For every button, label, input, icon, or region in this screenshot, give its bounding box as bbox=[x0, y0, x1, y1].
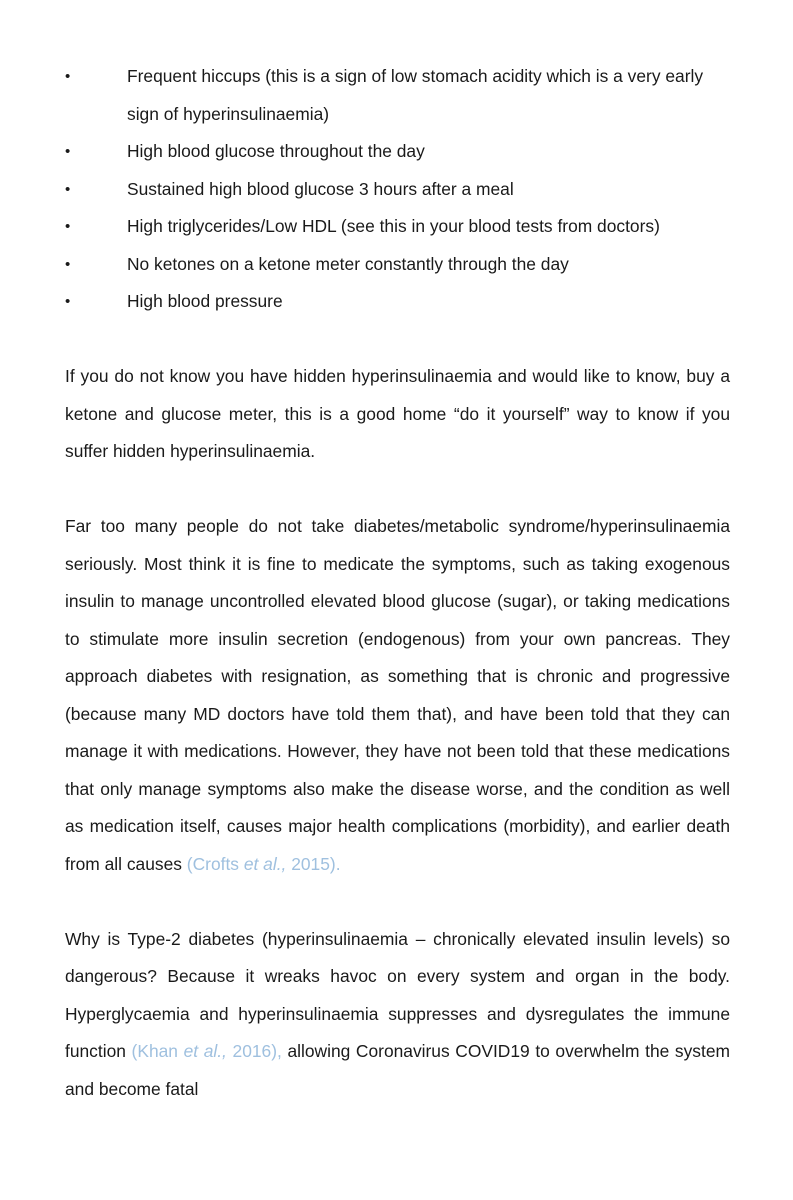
bullet-icon: • bbox=[65, 293, 71, 310]
paragraph-medication bbox=[65, 508, 730, 883]
list-item bbox=[65, 208, 730, 246]
bullet-icon: • bbox=[65, 255, 71, 273]
paragraph-text: Why is Type-2 diabetes (hyperinsulinaemia – chronically elevated insulin levels) so dangerous? Because it wreaks havoc on every system and organ in the body. Hyperglycaemia and hyperinsulinaemia suppresses and dysregulates the immune function bbox=[65, 928, 730, 1061]
bullet-icon: • bbox=[65, 68, 71, 85]
paragraph-type2-danger bbox=[65, 921, 730, 1109]
list-item bbox=[65, 171, 730, 209]
paragraph-meter-advice: If you do not know you have hidden hyperinsulinaemia and would like to know, buy a ketone and glucose meter, this is a good home “do it yourself” way to know if you suffer hidden hyperinsulinaemia. bbox=[65, 366, 730, 461]
document-page bbox=[65, 58, 730, 1108]
bullet-icon: • bbox=[65, 180, 71, 198]
list-item bbox=[65, 58, 730, 133]
list-item-text: High blood pressure bbox=[127, 291, 283, 311]
paragraph-text: allowing Coronavirus COVID19 to overwhelm the system and become fatal bbox=[65, 1041, 730, 1099]
symptom-list bbox=[65, 58, 730, 321]
list-item-text: High triglycerides/Low HDL (see this in your blood tests from doctors) bbox=[127, 216, 660, 236]
list-item bbox=[65, 283, 730, 321]
citation-etal: et al., bbox=[243, 853, 287, 874]
list-item bbox=[65, 246, 730, 284]
list-item-text: High blood glucose throughout the day bbox=[127, 141, 425, 161]
list-item-text: Sustained high blood glucose 3 hours after a meal bbox=[127, 178, 514, 199]
bullet-icon: • bbox=[65, 143, 71, 160]
citation-author: (Khan bbox=[131, 1041, 178, 1061]
paragraph-text: Far too many people do not take diabetes/metabolic syndrome/hyperinsulinaemia seriously. Most think it is fine to medicate the symptoms, such as taking exogenous insulin to manage uncontrolled elevated blood glucose (sugar), or taking medications to stimulate more insulin secretion (endogenous) from your own pancreas. They approach diabetes with resignation, as something that is chronic and progressive (because many MD doctors have told them that), and have been told that they can manage it with medications. However, they have not been told that these medications that only manage symptoms also make the disease worse, and the condition as well as medication itself, causes major health complications (morbidity), and earlier death from all causes bbox=[65, 516, 730, 874]
bullet-icon: • bbox=[65, 218, 71, 235]
citation-year: 2016), bbox=[232, 1041, 282, 1061]
citation-khan bbox=[132, 1041, 282, 1061]
list-item-text: Frequent hiccups (this is a sign of low stomach acidity which is a very early sign of hyperinsulinaemia) bbox=[127, 66, 704, 124]
list-item-text: No ketones on a ketone meter constantly through the day bbox=[127, 253, 569, 274]
citation-crofts bbox=[187, 854, 341, 874]
list-item bbox=[65, 133, 730, 171]
citation-year: 2015). bbox=[291, 853, 341, 874]
citation-etal: et al., bbox=[183, 1041, 227, 1061]
citation-author: (Crofts bbox=[186, 853, 239, 874]
